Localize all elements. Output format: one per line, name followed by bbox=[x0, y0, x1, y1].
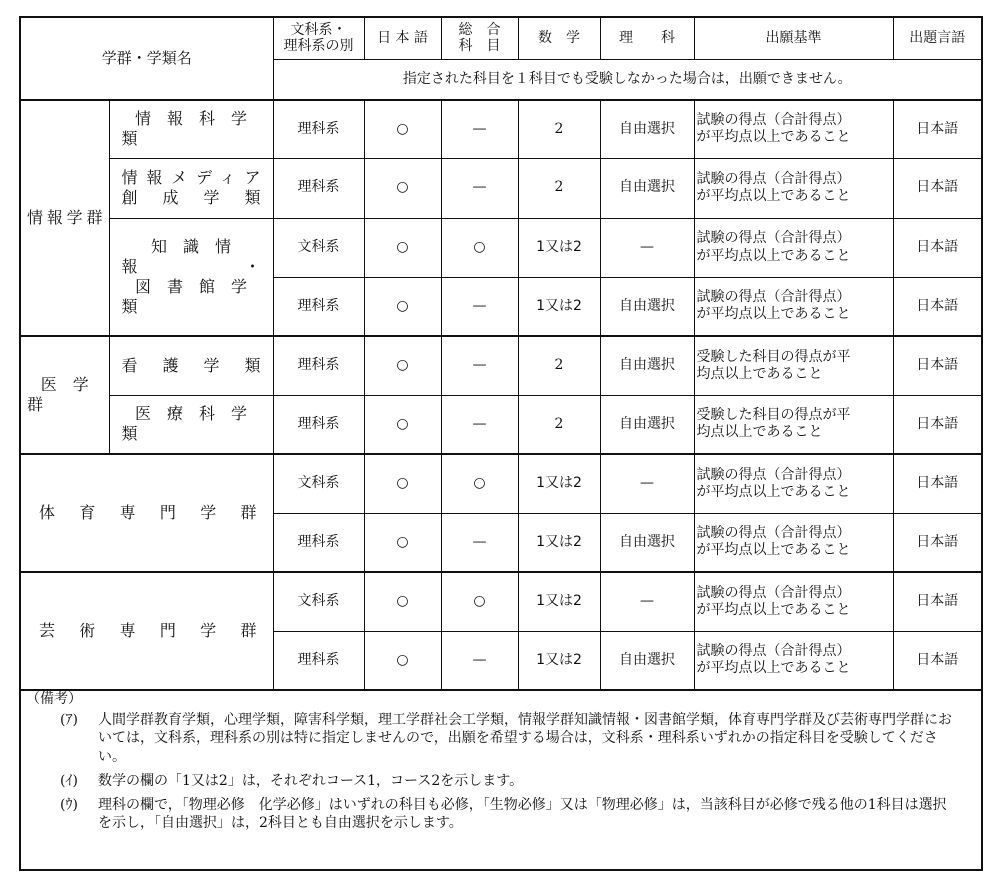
table-row bbox=[21, 100, 981, 158]
cell-language: 日本語 bbox=[893, 336, 981, 395]
cell-science: 自由選択 bbox=[600, 277, 694, 336]
cell-general: — bbox=[441, 513, 518, 572]
note-text: 人間学群教育学類，心理学類，障害科学類，理工学群社会工学類，情報学群知識情報・図書館学類，体育専門学群及び芸術専門学群においては，文科系，理科系の別は特に指定しませんので，出願を希望する場合は，文科系・理科系いずれかの指定科目を受験してください。 bbox=[98, 712, 952, 765]
cell-type: 理科系 bbox=[273, 513, 364, 572]
cell-type: 文科系 bbox=[273, 218, 364, 277]
cell-language: 日本語 bbox=[893, 395, 981, 454]
header-notice: 指定された科目を１科目でも受験しなかった場合は，出願できません。 bbox=[273, 59, 981, 100]
cell-science: 自由選択 bbox=[600, 395, 694, 454]
cell-science: 自由選択 bbox=[600, 513, 694, 572]
cell-type: 理科系 bbox=[273, 158, 364, 218]
cell-japanese: ○ bbox=[364, 631, 441, 690]
cell-japanese: ○ bbox=[364, 454, 441, 513]
cell-math: 1又は2 bbox=[518, 454, 600, 513]
table-row bbox=[21, 395, 981, 454]
cell-math: 1又は2 bbox=[518, 572, 600, 631]
group-medical: 医 学 群 bbox=[21, 336, 109, 454]
cell-science: — bbox=[600, 454, 694, 513]
cell-science: 自由選択 bbox=[600, 100, 694, 158]
header-math: 数 学 bbox=[518, 18, 600, 59]
admission-criteria-table bbox=[21, 18, 981, 691]
cell-criteria: 試験の得点（合計得点） が平均点以上であること bbox=[694, 158, 893, 218]
note-item bbox=[20, 772, 960, 790]
cell-science: 自由選択 bbox=[600, 631, 694, 690]
cell-general: — bbox=[441, 100, 518, 158]
header-name: 学群・学類名 bbox=[21, 18, 273, 100]
table-row bbox=[21, 454, 981, 513]
cell-type: 文科系 bbox=[273, 572, 364, 631]
header-japanese: 日 本 語 bbox=[364, 18, 441, 59]
cell-general: ○ bbox=[441, 454, 518, 513]
cell-general: ○ bbox=[441, 572, 518, 631]
cell-science: 自由選択 bbox=[600, 336, 694, 395]
cell-type: 理科系 bbox=[273, 336, 364, 395]
cell-criteria: 試験の得点（合計得点） が平均点以上であること bbox=[694, 100, 893, 158]
cell-math: 1又は2 bbox=[518, 218, 600, 277]
cell-criteria: 受験した科目の得点が平 均点以上であること bbox=[694, 395, 893, 454]
cell-general: — bbox=[441, 277, 518, 336]
class-info-science: 情 報 科 学 類 bbox=[109, 100, 273, 158]
cell-japanese: ○ bbox=[364, 100, 441, 158]
note-mark: (ｱ) bbox=[60, 712, 78, 729]
header-type: 文科系・ 理科系の別 bbox=[273, 18, 364, 59]
cell-language: 日本語 bbox=[893, 631, 981, 690]
cell-japanese: ○ bbox=[364, 158, 441, 218]
cell-general: ○ bbox=[441, 218, 518, 277]
cell-language: 日本語 bbox=[893, 218, 981, 277]
cell-type: 理科系 bbox=[273, 100, 364, 158]
cell-criteria: 試験の得点（合計得点） が平均点以上であること bbox=[694, 631, 893, 690]
cell-language: 日本語 bbox=[893, 277, 981, 336]
cell-math: 2 bbox=[518, 395, 600, 454]
header-criteria: 出願基準 bbox=[694, 18, 893, 59]
note-item bbox=[20, 796, 960, 832]
note-text: 理科の欄で，「物理必修 化学必修」はいずれの科目も必修，「生物必修」又は「物理必修」は，当該科目が必修で残る他の1科目は選択を示し，「自由選択」は，2科目とも自由選択を示します。 bbox=[98, 796, 947, 832]
cell-general: — bbox=[441, 631, 518, 690]
cell-type: 文科系 bbox=[273, 454, 364, 513]
cell-general: — bbox=[441, 158, 518, 218]
group-art: 芸 術 専 門 学 群 bbox=[21, 572, 273, 690]
cell-science: 自由選択 bbox=[600, 158, 694, 218]
cell-type: 理科系 bbox=[273, 395, 364, 454]
cell-science: — bbox=[600, 218, 694, 277]
cell-language: 日本語 bbox=[893, 100, 981, 158]
table-row bbox=[21, 336, 981, 395]
cell-criteria: 試験の得点（合計得点） が平均点以上であること bbox=[694, 454, 893, 513]
header-language: 出題言語 bbox=[893, 18, 981, 59]
cell-math: 2 bbox=[518, 336, 600, 395]
cell-math: 1又は2 bbox=[518, 513, 600, 572]
note-mark: (ｲ) bbox=[60, 772, 78, 789]
table-row bbox=[21, 218, 981, 277]
cell-language: 日本語 bbox=[893, 158, 981, 218]
cell-japanese: ○ bbox=[364, 513, 441, 572]
cell-general: — bbox=[441, 395, 518, 454]
cell-criteria: 試験の得点（合計得点） が平均点以上であること bbox=[694, 513, 893, 572]
cell-math: 2 bbox=[518, 100, 600, 158]
cell-math: 1又は2 bbox=[518, 631, 600, 690]
cell-science: — bbox=[600, 572, 694, 631]
group-info: 情報学群 bbox=[21, 100, 109, 336]
note-text: 数学の欄の「1又は2」は，それぞれコース1，コース2を示します。 bbox=[98, 772, 524, 789]
cell-math: 2 bbox=[518, 158, 600, 218]
cell-japanese: ○ bbox=[364, 572, 441, 631]
cell-criteria: 受験した科目の得点が平 均点以上であること bbox=[694, 336, 893, 395]
cell-language: 日本語 bbox=[893, 572, 981, 631]
header-general: 総 合 科 目 bbox=[441, 18, 518, 59]
note-item bbox=[20, 711, 960, 766]
cell-japanese: ○ bbox=[364, 277, 441, 336]
cell-criteria: 試験の得点（合計得点） が平均点以上であること bbox=[694, 572, 893, 631]
class-knowledge-library: 知 識 情 報 ・ 図 書 館 学 類 bbox=[109, 218, 273, 336]
cell-general: — bbox=[441, 336, 518, 395]
class-medical-science: 医 療 科 学 類 bbox=[109, 395, 273, 454]
cell-japanese: ○ bbox=[364, 218, 441, 277]
cell-type: 理科系 bbox=[273, 277, 364, 336]
cell-japanese: ○ bbox=[364, 336, 441, 395]
cell-language: 日本語 bbox=[893, 454, 981, 513]
cell-math: 1又は2 bbox=[518, 277, 600, 336]
notes-title: （備考） bbox=[26, 691, 82, 707]
note-mark: (ｳ) bbox=[60, 796, 78, 813]
table-row bbox=[21, 158, 981, 218]
cell-japanese: ○ bbox=[364, 395, 441, 454]
table-row bbox=[21, 572, 981, 631]
class-nursing: 看 護 学 類 bbox=[109, 336, 273, 395]
cell-language: 日本語 bbox=[893, 513, 981, 572]
header-science: 理 科 bbox=[600, 18, 694, 59]
group-sport: 体 育 専 門 学 群 bbox=[21, 454, 273, 572]
cell-criteria: 試験の得点（合計得点） が平均点以上であること bbox=[694, 277, 893, 336]
notes-section bbox=[20, 690, 960, 832]
class-info-media: 情報メディア 創 成 学 類 bbox=[109, 158, 273, 218]
cell-criteria: 試験の得点（合計得点） が平均点以上であること bbox=[694, 218, 893, 277]
cell-type: 理科系 bbox=[273, 631, 364, 690]
